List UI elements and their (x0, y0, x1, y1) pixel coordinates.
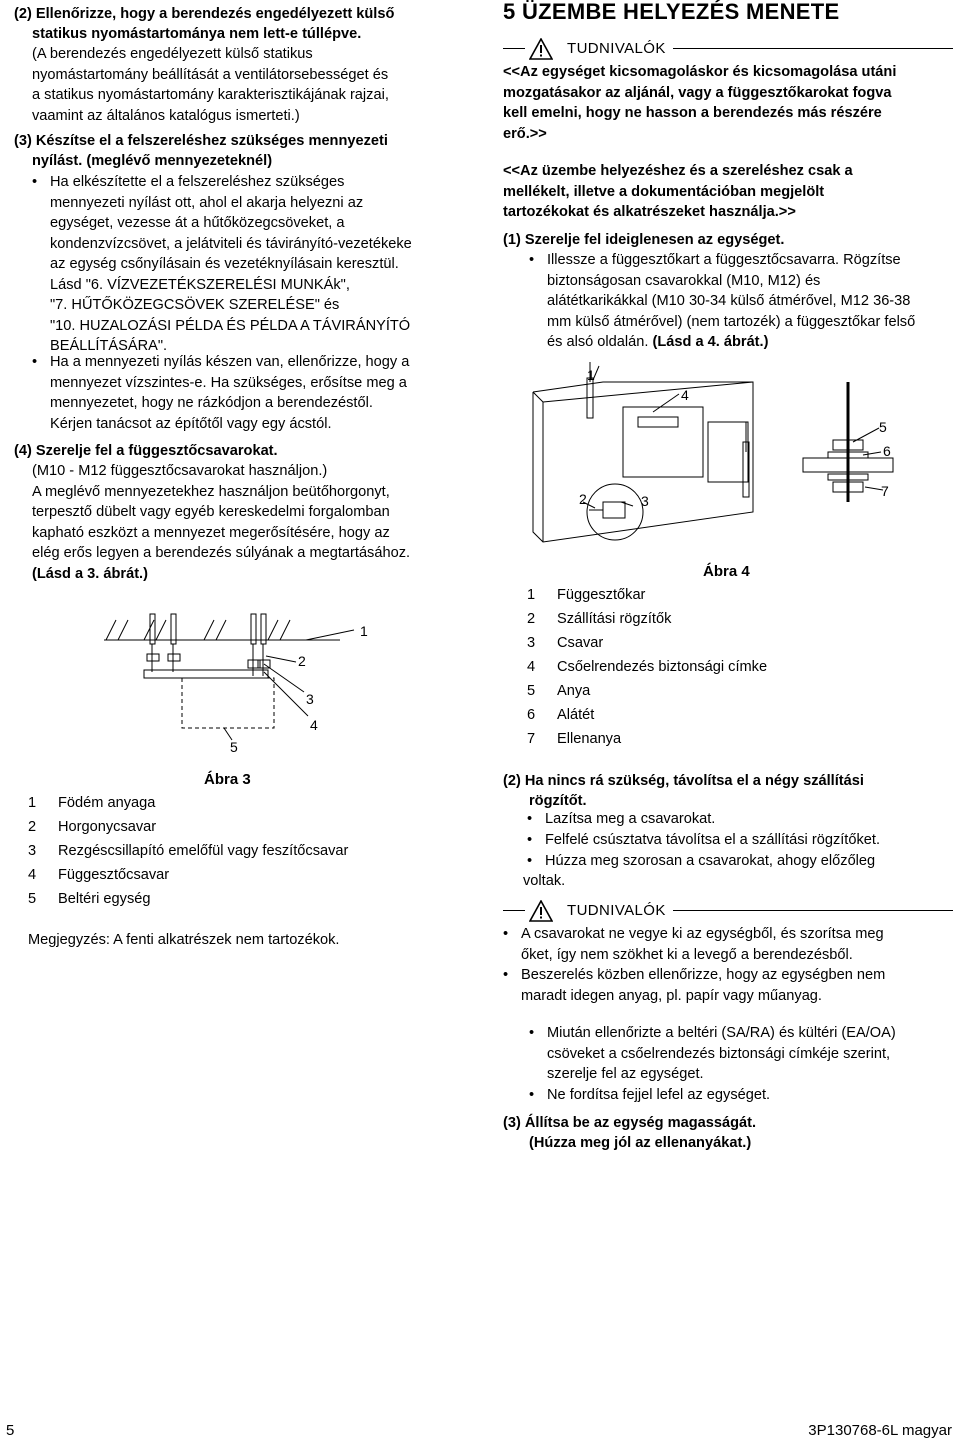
figure-4-diagram (503, 362, 953, 562)
figure-3-label-2: 2 (298, 653, 306, 669)
text-span: és alsó oldalán. (547, 334, 653, 350)
after-bullet-2: • Ne fordítsa fejjel lefel az egységet. (547, 1085, 770, 1106)
text-line: a statikus nyomástartomány karakterisztikájának rajzai, (32, 87, 389, 103)
text-line: vaamint az általános katalógus ismerteti.) (32, 107, 300, 124)
step2-bullet: • Húzza meg szorosan a csavarokat, ahogy előzőleg (545, 851, 875, 872)
legend-text: Függesztőcsavar (58, 867, 170, 883)
unit-edge (543, 382, 753, 402)
text-line: szerelje fel az egységet. (547, 1066, 704, 1082)
figure-3-caption: Ábra 3 (204, 771, 251, 788)
figure-3-label-1: 1 (360, 623, 368, 639)
figure-4-label-3: 3 (641, 493, 649, 509)
side-panel (708, 422, 748, 482)
after-bullet-1 (547, 1023, 896, 1085)
legend-text: Ellenanya (557, 731, 622, 747)
leader-line (621, 502, 633, 506)
leader-line (853, 428, 879, 442)
hatch-line (144, 620, 154, 640)
legend-number: 6 (527, 707, 536, 723)
figure-4-label-7: 7 (881, 483, 889, 499)
legend-text: Csőelrendezés biztonsági címke (557, 659, 768, 675)
leader-line (264, 672, 308, 716)
section-title: 5 ÜZEMBE HELYEZÉS MENETE (503, 0, 840, 24)
text-line: kell emelni, hogy ne hasson a berendezés más részére (503, 105, 882, 121)
notice-text-1 (503, 62, 896, 144)
warning-icon (529, 38, 553, 60)
item2-title-line1: (2) Ellenőrizze, hogy a berendezés engedélyezett külső (14, 6, 395, 22)
text-line: tartozékokat és alkatrészeket használja.>> (503, 204, 796, 220)
unit-edge (533, 392, 543, 402)
warning-bullet-2 (521, 965, 885, 1006)
step2-title-line2: rögzítőt. (529, 793, 587, 809)
text-line: <<Az üzembe helyezéshez és a szereléshez csak a (503, 163, 853, 179)
text-line: kondenzvízcsövet, a jelátviteli és távirányító-vezetékeke (50, 235, 412, 252)
text-line: egységet, vezesse át a hűtőközegcsöveket, a (50, 215, 345, 231)
text-line: Lásd "6. VÍZVEZETÉKSZERELÉSI MUNKÁk", (50, 276, 350, 293)
text-line: kapható eszközt a mennyezet megerősítésére, hogy az (32, 524, 390, 541)
figure-3-label-4: 4 (310, 717, 318, 733)
step1-bullet (547, 250, 915, 353)
figure-3-label-5: 5 (230, 739, 238, 755)
figure-4-label-4: 4 (681, 387, 689, 403)
text-line: biztonságosan csavarokkal (M10, M12) és (547, 272, 821, 289)
step2-bullet: • Felfelé csúsztatva távolítsa el a szállítási rögzítőket. (545, 830, 880, 851)
text-line: nyomástartomány beállítását a ventilátorsebességet és (32, 66, 389, 83)
step2-title-line1: (2) Ha nincs rá szükség, távolítsa el a négy szállítási (503, 773, 864, 789)
notice-text-2 (503, 161, 853, 223)
text-line: <<Az egységet kicsomagoláskor és kicsomagolása utáni (503, 64, 897, 80)
legend-number: 1 (527, 587, 536, 603)
text-line (547, 332, 915, 353)
legend-text: Anya (557, 683, 591, 699)
legend-number: 3 (28, 843, 37, 859)
hatch-line (204, 620, 214, 640)
item3-bullet-2 (50, 352, 409, 434)
step1-title: (1) Szerelje fel ideiglenesen az egységet. (503, 232, 785, 248)
text-line: Kérjen tanácsot az építőtől vagy egy ácstól. (50, 415, 332, 432)
figure-4-label-2: 2 (579, 491, 587, 507)
text-line: mellékelt, illetve a dokumentációban megjelölt (503, 183, 825, 200)
text-line: őket, így nem szökhet ki a levegő a berendezésből. (521, 946, 853, 963)
item3-title-line2: nyílást. (meglévő mennyezeteknél) (32, 153, 273, 169)
document-reference: 3P130768-6L magyar (808, 1422, 952, 1439)
text-line: • Miután ellenőrizte a beltéri (SA/RA) és kültéri (EA/OA) (547, 1025, 896, 1041)
unit-outline (533, 382, 753, 542)
hatch-line (280, 620, 290, 640)
text-line: • A csavarokat ne vegye ki az egységből, és szorítsa meg (521, 926, 884, 942)
indoor-unit (182, 678, 274, 728)
legend-text: Csavar (557, 635, 604, 651)
legend-number: 1 (28, 795, 37, 811)
step2-tail: voltak. (523, 873, 566, 889)
turnbuckle (168, 654, 180, 661)
text-line: mm külső átmérővel) (nem tartozék) a függesztőkar felső (547, 313, 916, 330)
text-line: maradt idegen anyag, pl. papír vagy műanyag. (521, 987, 822, 1004)
item3-bullet-1 (50, 172, 412, 357)
legend-number: 4 (527, 659, 536, 675)
page-number: 5 (6, 1422, 15, 1439)
unit-top (144, 670, 268, 678)
figure-4-label-6: 6 (883, 443, 891, 459)
figure-4-label-1: 1 (587, 367, 595, 383)
warning-icon (529, 900, 553, 922)
text-line: "7. HŰTŐKÖZEGCSÖVEK SZERELÉSE" és (50, 297, 340, 313)
item4-title: (4) Szerelje fel a függesztőcsavarokat. (14, 443, 278, 459)
figure-4-label-5: 5 (879, 419, 887, 435)
text-line: az egység csőnyílásain és vezetéknyílásain keresztül. (50, 256, 399, 272)
notice-header (503, 38, 953, 60)
legend-number: 2 (527, 611, 536, 627)
text-line: (A berendezés engedélyezett külső statikus (32, 46, 313, 62)
step2-bullet: • Lazítsa meg a csavarokat. (545, 809, 715, 830)
hatch-line (118, 620, 128, 640)
legend-number: 2 (28, 819, 37, 835)
text-line: mozgatásakor az aljánál, vagy a függesztőkarokat fogva (503, 84, 892, 101)
text-line: mennyezeti nyílást ott, ahol el akarja helyezni az (50, 194, 364, 211)
item3-title-line1: (3) Készítse el a felszereléshez szükséges mennyezeti (14, 133, 388, 149)
legend-text: Függesztőkar (557, 587, 646, 603)
hatch-line (216, 620, 226, 640)
legend-text: Rezgéscsillapító emelőfül vagy feszítőcsavar (58, 843, 349, 859)
legend-text: Födém anyaga (58, 795, 156, 811)
legend-number: 3 (527, 635, 536, 651)
hatch-line (268, 620, 278, 640)
leader-line (306, 630, 354, 640)
text-line: mennyezet vízszintes-e. Ha szükséges, erősítse meg a (50, 374, 407, 391)
turnbuckle (147, 654, 159, 661)
step3-title-line1: (3) Állítsa be az egység magasságát. (503, 1115, 757, 1131)
text-line: mennyezetet, hogy ne rázkódjon a berendezéstől. (50, 395, 373, 411)
hatch-line (156, 620, 166, 640)
legend-text: Szállítási rögzítők (557, 611, 672, 627)
leader-line (653, 394, 679, 412)
text-line: terpesztő dübelt vagy egyéb kereskedelmi forgalomban (32, 504, 390, 520)
text-line: alátétkarikákkal (M10 30-34 külső átmérővel, M12 36-38 (547, 293, 911, 309)
notice-label: TUDNIVALÓK (567, 902, 666, 919)
warning-bullet-1 (521, 924, 884, 965)
figure-reference: (Lásd a 4. ábrát.) (652, 334, 769, 350)
legend-number: 5 (527, 683, 536, 699)
figure-3-diagram (84, 600, 404, 765)
legend-number: 7 (527, 731, 536, 747)
legend-text: Horgonycsavar (58, 819, 157, 835)
figure-reference: (Lásd a 3. ábrát.) (32, 565, 148, 582)
notice-label: TUDNIVALÓK (567, 40, 666, 57)
safety-label (638, 417, 678, 427)
text-line: A meglévő mennyezetekhez használjon beütőhorgonyt, (32, 483, 390, 500)
step3-title-line2: (Húzza meg jól az ellenanyákat.) (529, 1135, 752, 1151)
figure-3-label-3: 3 (306, 691, 314, 707)
text-line: • Beszerelés közben ellenőrizze, hogy az egységben nem (521, 967, 886, 983)
hatch-line (106, 620, 116, 640)
text-line: "10. HUZALOZÁSI PÉLDA ÉS PÉLDA A TÁVIRÁNYÍTÓ (50, 317, 411, 334)
text-line: elég erős legyen a berendezés súlyának a megtartásához. (32, 545, 411, 561)
item2-title-line2: statikus nyomástartománya nem lett-e túllépve. (32, 26, 362, 42)
transport-fixture (603, 502, 625, 518)
legend-text: Alátét (557, 707, 595, 723)
note: Megjegyzés: A fenti alkatrészek nem tartozékok. (28, 932, 340, 948)
text-line: • Illessze a függesztőkart a függesztőcsavarra. Rögzítse (547, 252, 901, 268)
text-line: • Ha a mennyezeti nyílás készen van, ellenőrizze, hogy a (50, 354, 410, 370)
text-line: (M10 - M12 függesztőcsavarokat használjon.) (32, 463, 328, 479)
legend-number: 4 (28, 867, 37, 883)
text-line: • Ha elkészítette el a felszereléshez szükséges (50, 174, 345, 190)
text-line: csöveket a csőelrendezés biztonsági címkéje szerint, (547, 1045, 891, 1062)
legend-text: Beltéri egység (58, 891, 151, 907)
legend-number: 5 (28, 891, 37, 907)
text-line: erő.>> (503, 125, 547, 142)
text-line: BEÁLLÍTÁSÁRA". (50, 338, 168, 354)
item2-body (32, 44, 389, 126)
notice-header-2 (503, 900, 953, 922)
item4-body (32, 461, 410, 584)
figure-4-caption: Ábra 4 (703, 563, 750, 580)
